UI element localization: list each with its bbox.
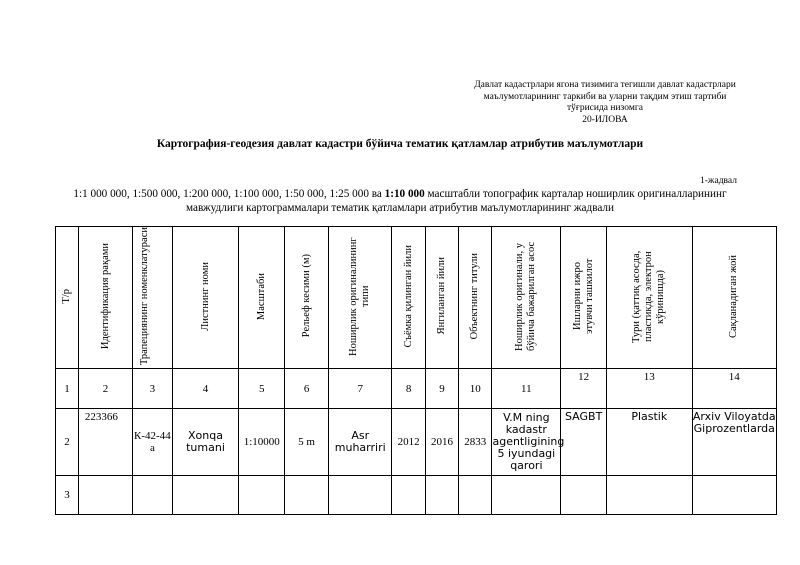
- row-number: 2: [56, 409, 79, 476]
- table-cell: К-42-44 а: [133, 409, 173, 476]
- header-label: Рельеф кесими (м): [300, 254, 312, 338]
- table-cell: [78, 476, 132, 515]
- table-number: 1-жадвал: [700, 176, 737, 186]
- table-cell: V.M ning kadastr agentligining 5 iyundagi qarori: [492, 409, 561, 476]
- table-cell: [692, 476, 777, 515]
- header-note-line: Давлат кадастрлари ягона тизимига тегишли давлат кадастрлари: [474, 80, 736, 90]
- header-cell: [328, 227, 392, 369]
- column-number: 1: [56, 369, 79, 409]
- header-cell: [459, 227, 492, 369]
- header-label: Ноширлик оригиналининг типи: [348, 236, 372, 356]
- header-label: Масштаби: [255, 272, 267, 320]
- header-cell: [285, 227, 329, 369]
- subtitle-line-1: [40, 187, 760, 201]
- subtitle-line-2: мавжудлиги картограммалари тематик қатламлари атрибутив маълумотларининг жадвали: [186, 202, 614, 214]
- header-label: Объектнинг титули: [469, 252, 481, 340]
- table-header-row: [56, 227, 777, 369]
- column-number: 2: [78, 369, 132, 409]
- table-cell: 2012: [392, 409, 425, 476]
- header-label: Янгиланган йили: [435, 257, 447, 335]
- header-cell: [56, 227, 79, 369]
- column-number: 13: [607, 369, 692, 409]
- table-cell: 1:10000: [239, 409, 285, 476]
- header-cell: [561, 227, 607, 369]
- column-number: 3: [133, 369, 173, 409]
- header-cell: [607, 227, 692, 369]
- header-note-line: маълумотларининг таркиби ва уларни тақдим этиш тартиби: [483, 91, 727, 102]
- table-cell: Xonqa tumani: [172, 409, 239, 476]
- table-cell: 5 m: [285, 409, 329, 476]
- column-number: 7: [328, 369, 392, 409]
- table-cell: [172, 476, 239, 515]
- table-cell: [561, 476, 607, 515]
- subtitle-text: масштабли топографик карталар ноширлик оригиналларининг: [424, 188, 727, 200]
- table-row: [56, 409, 777, 476]
- header-label: Идентификация рақами: [99, 243, 111, 350]
- table-cell: [328, 476, 392, 515]
- column-number: 14: [692, 369, 777, 409]
- header-cell: [392, 227, 425, 369]
- table-cell: [459, 476, 492, 515]
- header-note: [450, 80, 760, 126]
- header-cell: [78, 227, 132, 369]
- table-cell: [607, 476, 692, 515]
- table-subtitle: [40, 187, 760, 215]
- document-title: Картография-геодезия давлат кадастри бўйича тематик қатламлар атрибутив маълумотлари: [156, 138, 644, 150]
- header-cell: [692, 227, 777, 369]
- header-cell: [239, 227, 285, 369]
- table-cell: [239, 476, 285, 515]
- header-label: Т/р: [60, 288, 72, 304]
- header-cell: [172, 227, 239, 369]
- table-cell: Arxiv Viloyatda Giprozentlarda: [692, 409, 777, 476]
- column-number: 6: [285, 369, 329, 409]
- attribute-table: [55, 226, 777, 515]
- column-number: 8: [392, 369, 425, 409]
- table-cell: [392, 476, 425, 515]
- header-cell: [425, 227, 458, 369]
- row-number: 3: [56, 476, 79, 515]
- subtitle-text: 1:1 000 000, 1:500 000, 1:200 000, 1:100 000, 1:50 000, 1:25 000 ва: [73, 188, 385, 200]
- table-cell: 223366: [78, 409, 132, 476]
- header-label: Съёмка қилинган йили: [402, 244, 414, 348]
- table-row: [56, 476, 777, 515]
- table-cell: SAGBT: [561, 409, 607, 476]
- header-cell: [492, 227, 561, 369]
- header-label: Сақланадиган жой: [728, 254, 740, 338]
- table-cell: [285, 476, 329, 515]
- column-number: 5: [239, 369, 285, 409]
- header-note-line: тўғрисида низомга: [567, 103, 643, 113]
- table-cell: 2833: [459, 409, 492, 476]
- table-cell: 2016: [425, 409, 458, 476]
- appendix-number: 20-ИЛОВА: [582, 114, 628, 125]
- header-cell: [133, 227, 173, 369]
- column-number: 11: [492, 369, 561, 409]
- table-cell: [133, 476, 173, 515]
- column-number: 12: [561, 369, 607, 409]
- subtitle-scale-bold: 1:10 000: [384, 188, 425, 200]
- column-number: 10: [459, 369, 492, 409]
- table-cell: Plastik: [607, 409, 692, 476]
- table-cell: Asr muharriri: [328, 409, 392, 476]
- header-label: Ноширлик оригинали, у бўйича бажарилган асос: [514, 241, 538, 351]
- header-label: Ишларни ижро этувчи ташкилот: [571, 258, 595, 334]
- header-label: Трапециянинг номенклатураси: [139, 227, 151, 366]
- table-number-row: [56, 369, 777, 409]
- header-label: Листнинг номи: [199, 261, 211, 331]
- table-cell: [492, 476, 561, 515]
- header-label: Тури (қаттиқ асосда, пластикда, электрон кўринишда): [631, 249, 667, 343]
- column-number: 4: [172, 369, 239, 409]
- table-cell: [425, 476, 458, 515]
- column-number: 9: [425, 369, 458, 409]
